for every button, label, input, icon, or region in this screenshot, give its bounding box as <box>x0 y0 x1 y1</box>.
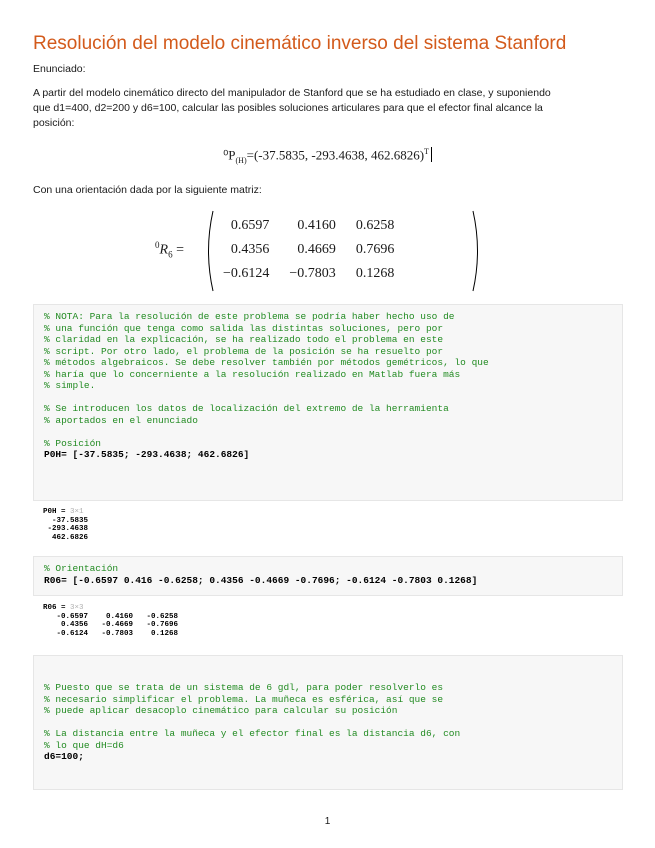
matrix-cell: 0.7696 <box>355 242 395 257</box>
output-dims: 3×1 <box>70 508 84 516</box>
code-comment-desacoplo: % Puesto que se trata de un sistema de 6 gdl, para poder resolverlo es % necesario simplificar el problema. La muñeca es esférica, así que se % puede aplicar desacoplo cinemático para calcular su posición <box>44 682 444 716</box>
code-command-r06: R06= [-0.6597 0.416 -0.6258; 0.4356 -0.4669 -0.7696; -0.6124 -0.7803 0.1268] <box>44 574 478 586</box>
output-var: R06 = <box>43 604 71 612</box>
position-sup: T <box>424 147 429 156</box>
enunciado-label: Enunciado: <box>33 63 86 75</box>
output-values: -0.6597 0.4160 -0.6258 0.4356 -0.4669 -0.7696 -0.6124 -0.7803 0.1268 <box>56 612 179 638</box>
output-p0h <box>43 508 88 542</box>
code-block-3 <box>33 655 623 790</box>
text-cursor <box>431 147 432 162</box>
code-comment-posicion: % Posición <box>44 437 102 449</box>
right-paren-icon <box>471 210 483 292</box>
matrix-row <box>213 214 404 238</box>
position-sub: (H) <box>235 155 247 165</box>
matrix-cell: 0.6258 <box>355 218 395 233</box>
page-title: Resolución del modelo cinemático inverso del sistema Stanford <box>33 33 567 54</box>
code-comment-orientacion: % Orientación <box>44 563 119 574</box>
orientation-text: Con una orientación dada por la siguiente matriz: <box>33 184 262 196</box>
intro-paragraph: A partir del modelo cinemático directo del manipulador de Stanford que se ha estudiado en clase, y suponiendo que d1=400, d2=200 y d6=100, calcular las posibles soluciones articulares para que el efector final alcance la posición: <box>33 87 551 129</box>
matrix-lhs <box>155 240 184 259</box>
output-r06 <box>43 604 178 638</box>
matrix-table <box>213 214 404 286</box>
position-equation <box>0 147 655 165</box>
matrix-pre: 0 <box>155 240 160 250</box>
matrix-row <box>213 262 404 286</box>
position-prefix: ⁰P <box>223 147 236 163</box>
matrix-symbol: R <box>159 242 169 258</box>
matrix-cell: 0.4160 <box>297 218 336 233</box>
code-block-2 <box>33 556 623 596</box>
matrix-sub: 6 <box>168 249 173 260</box>
page-number: 1 <box>324 816 331 827</box>
rotation-matrix <box>155 210 485 292</box>
matrix-cell: −0.7803 <box>289 266 336 281</box>
code-command-d6: d6=100; <box>44 751 84 762</box>
code-comment-distancia: % La distancia entre la muñeca y el efector final es la distancia d6, con % lo que dH=d6 <box>44 728 461 751</box>
code-comment-datos: % Se introducen los datos de localización del extremo de la herramienta % aportados en el enunciado <box>44 403 449 426</box>
matrix-cell: 0.1268 <box>355 266 395 281</box>
matrix-eq: = <box>176 242 184 258</box>
output-values: -37.5835 -293.4638 462.6826 <box>47 516 89 542</box>
position-body: =(-37.5835, -293.4638, 462.6826) <box>246 147 425 163</box>
code-block-1 <box>33 304 623 501</box>
matrix-cell: 0.4356 <box>230 242 270 257</box>
output-dims: 3×3 <box>70 604 84 612</box>
output-var: P0H = <box>43 508 71 516</box>
matrix-row <box>213 238 404 262</box>
code-command-p0h: P0H= [-37.5835; -293.4638; 462.6826] <box>44 449 250 460</box>
matrix-cell: −0.6124 <box>223 266 270 281</box>
code-comment-nota: % NOTA: Para la resolución de este problema se podría haber hecho uso de % una función que tenga como salida las distintas soluciones, pero por % claridad en la explicación, se ha realizado todo el problema en este % script. Por otro lado, el problema de la posición se ha resuelto por % métodos algebraicos. Se debe resolver también por métodos gemétricos, lo que % haría que lo concerniente a la resolución realizado en Matlab fuera más % simple. <box>44 311 489 391</box>
matrix-cell: 0.6597 <box>230 218 270 233</box>
matrix-cell: 0.4669 <box>297 242 336 257</box>
